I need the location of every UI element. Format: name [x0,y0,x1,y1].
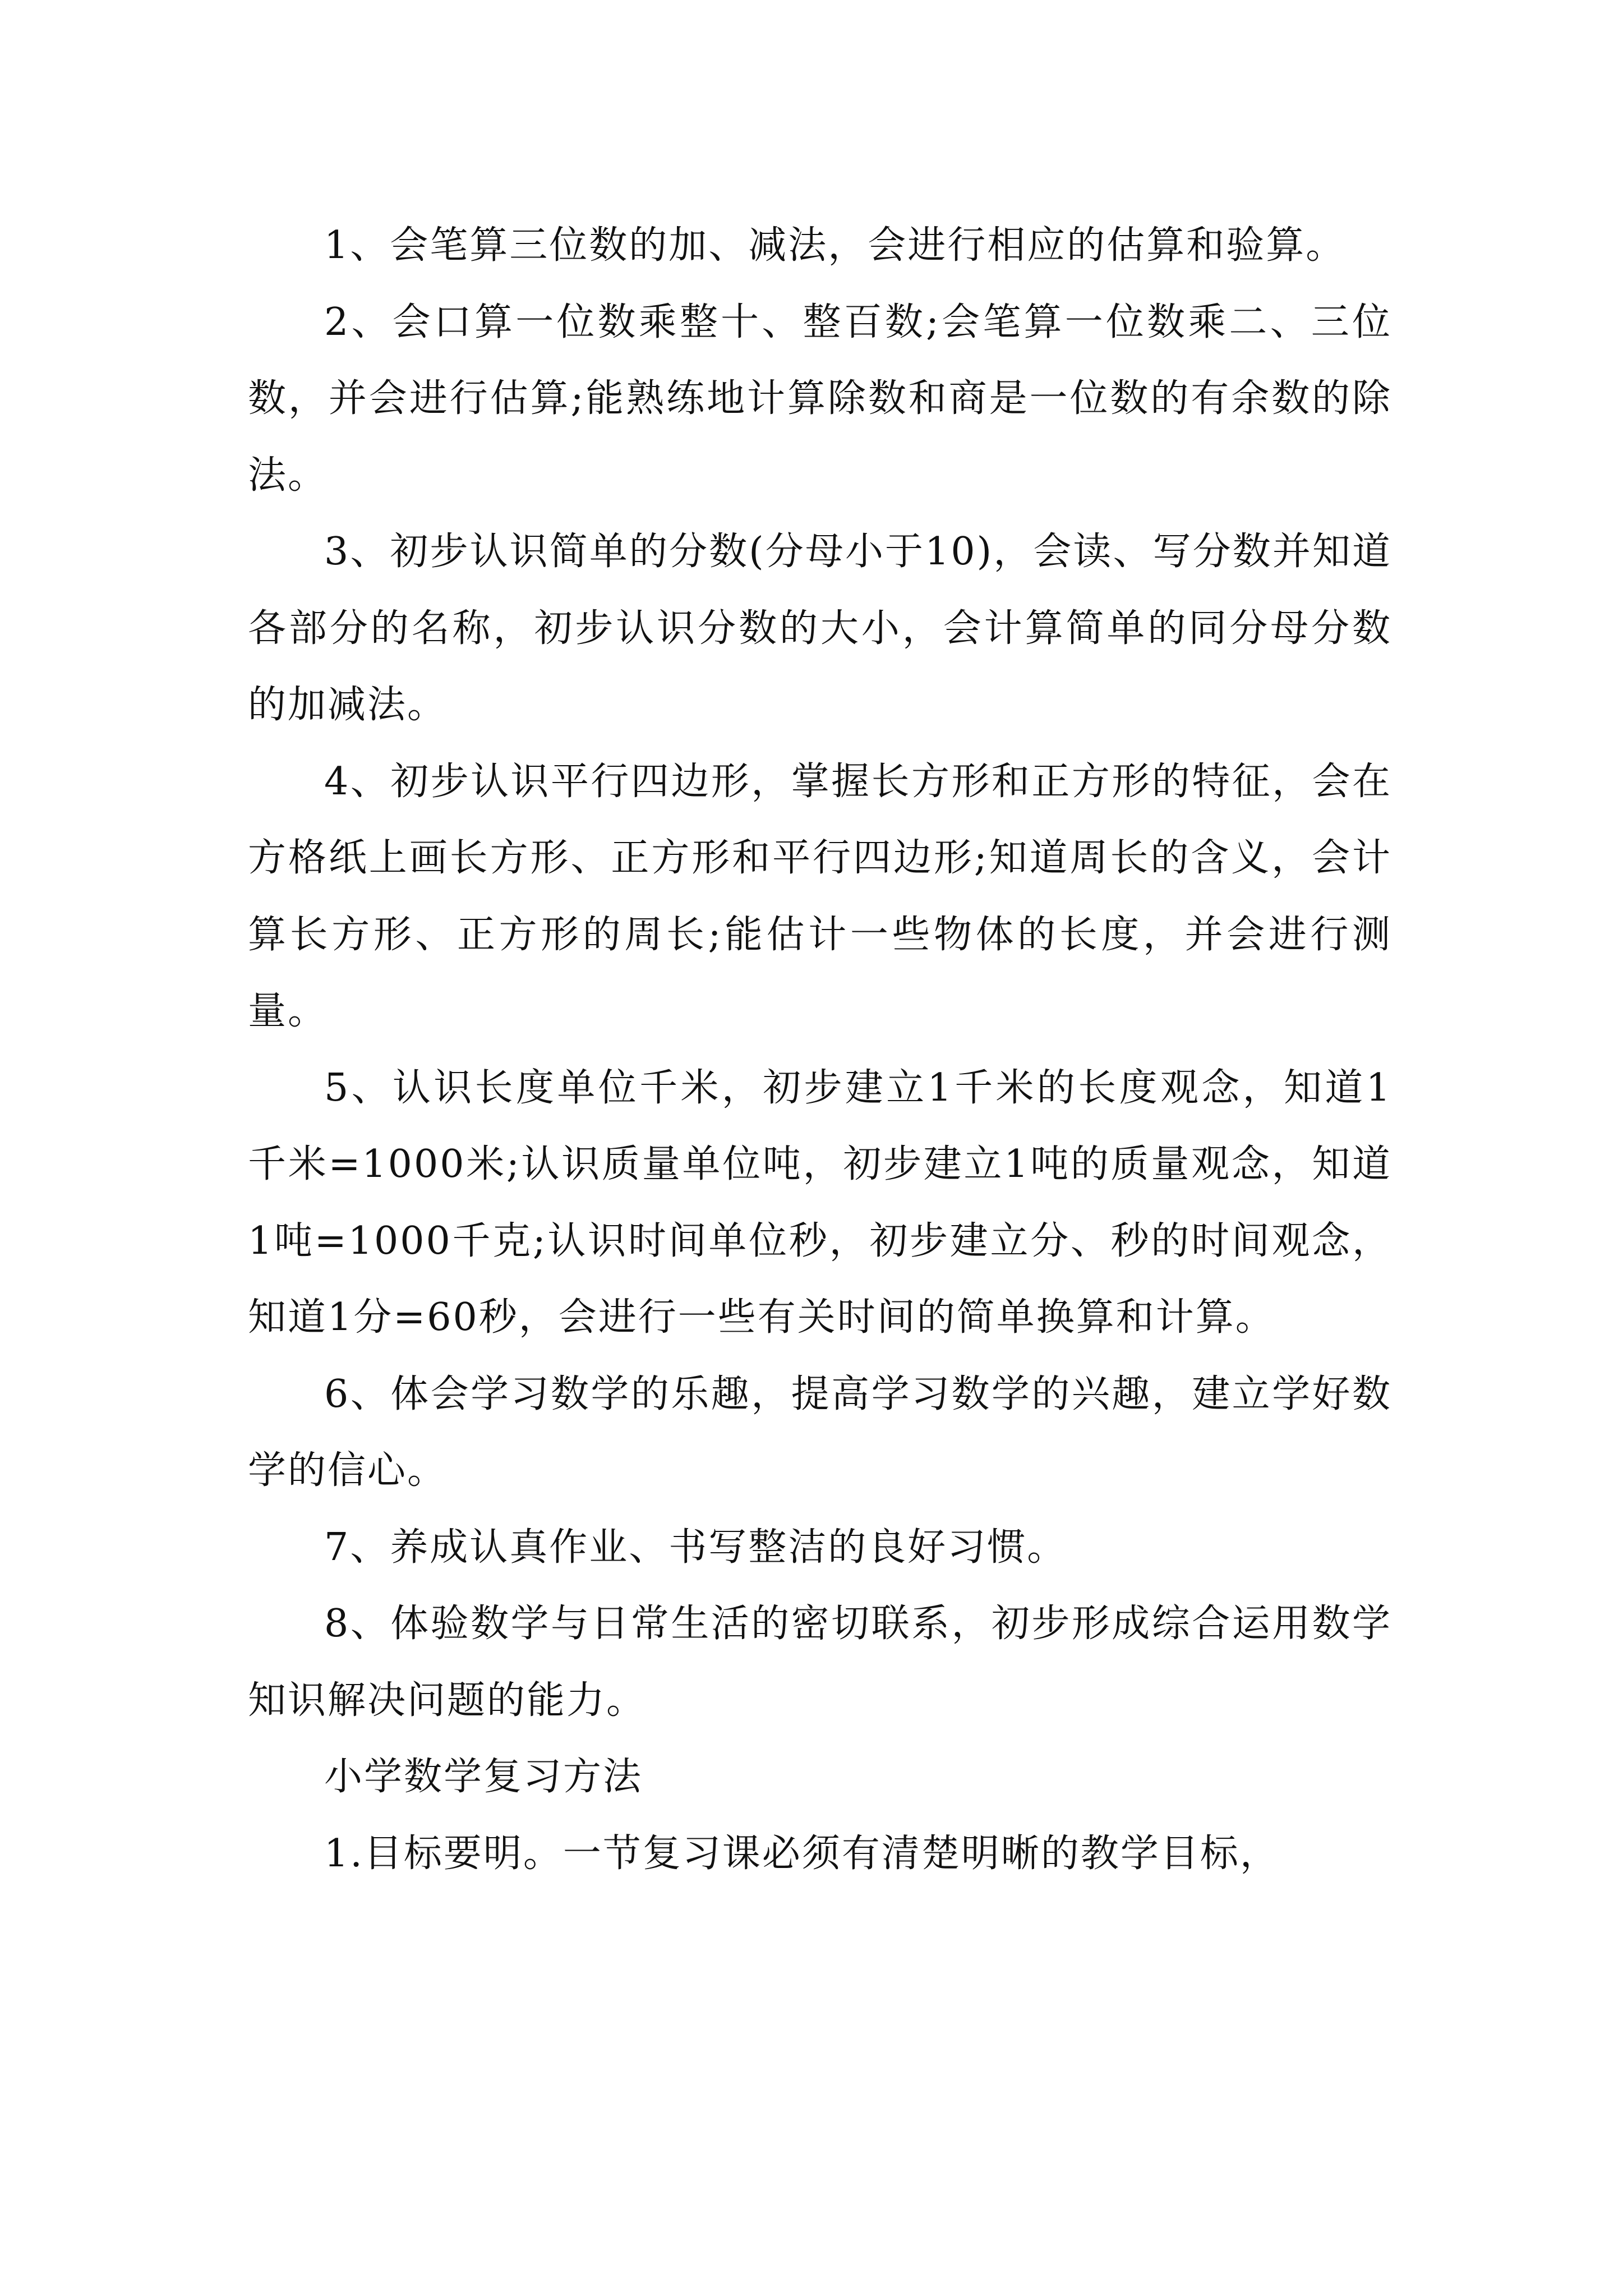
paragraph-goal-1: 1、会笔算三位数的加、减法，会进行相应的估算和验算。 [324,223,1346,268]
paragraph-goal-8: 8、体验数学与日常生活的密切联系，初步形成综合运用数学知识解决问题的能力。 [248,1602,1392,1723]
paragraph-goal-6: 6、体会学习数学的乐趣，提高学习数学的兴趣，建立学好数学的信心。 [248,1372,1392,1493]
paragraph-goal-3: 3、初步认识简单的分数(分母小于10)，会读、写分数并知道各部分的名称，初步认识分数的大小，会计算简单的同分母分数的加减法。 [248,530,1392,727]
paragraph-goal-5: 5、认识长度单位千米，初步建立1千米的长度观念，知道1千米=1000米;认识质量单位吨，初步建立1吨的质量观念，知道1吨=1000千克;认识时间单位秒，初步建立分、秒的时间观念，知道1分=60秒，会进行一些有关时间的简单换算和计算。 [248,1065,1392,1340]
document-body [248,208,1392,1892]
paragraph-method-1: 1.目标要明。一节复习课必须有清楚明晰的教学目标， [324,1831,1280,1876]
paragraph-goal-2: 2、会口算一位数乘整十、整百数;会笔算一位数乘二、三位数，并会进行估算;能熟练地计算除数和商是一位数的有余数的除法。 [248,300,1392,498]
paragraph-goal-4: 4、初步认识平行四边形，掌握长方形和正方形的特征，会在方格纸上画长方形、正方形和平行四边形;知道周长的含义，会计算长方形、正方形的周长;能估计一些物体的长度，并会进行测量。 [248,759,1392,1033]
paragraph-goal-7: 7、养成认真作业、书写整洁的良好习惯。 [324,1525,1067,1570]
section-heading: 小学数学复习方法 [324,1755,643,1799]
